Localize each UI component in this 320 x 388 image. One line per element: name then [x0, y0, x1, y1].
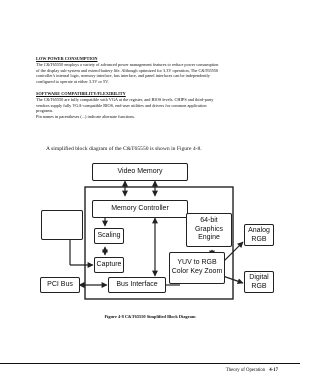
video-capture-port-box: [41, 210, 83, 240]
graphics-engine-box: [186, 213, 232, 247]
digital-rgb-box: [244, 271, 274, 293]
bus-interface-label: Bus Interface: [116, 281, 158, 288]
video-memory-box: [92, 163, 188, 181]
yuv-to-rgb-label: [170, 259, 224, 276]
pci-bus-label: PCI Bus: [47, 281, 73, 288]
paragraph-line: configured to operate at either 3.3V or 5V.: [36, 78, 109, 84]
capture-label: Capture: [96, 261, 122, 268]
analog-rgb-line: Analog: [248, 227, 270, 234]
capture-box: [94, 257, 124, 273]
bus-interface-box: [108, 277, 166, 293]
footer-page-number: 4-17: [269, 368, 278, 373]
analog-rgb-label: [245, 227, 273, 244]
analog-rgb-box: [244, 224, 274, 246]
page-footer: [226, 368, 278, 373]
scaling-label: Scaling: [97, 232, 121, 239]
paragraph-line: controller's internal logic, memory interface, bus interface, and panel interfaces can be independently: [36, 73, 210, 79]
graphics-engine-line: Graphics: [194, 225, 223, 233]
graphics-engine-label: [187, 217, 231, 243]
video-memory-label: Video Memory: [117, 168, 163, 175]
memory-controller-label: Memory Controller: [111, 205, 169, 212]
paragraph-line: The C&T65550 employs a variety of advanced power management features to reduce power consumption: [36, 62, 219, 67]
scaling-box: [94, 228, 124, 244]
graphics-engine-line: Engine: [198, 234, 220, 242]
analog-rgb-line: RGB: [251, 235, 267, 243]
footer-section: Theory of Operation: [225, 368, 266, 373]
paragraph-line: The C&T65550 are fully compatible with VGA at the register, and BIOS levels. CHIPS and third-party: [36, 97, 214, 102]
paragraph-line: Pin names in parentheses (...) indicate alternate functions.: [36, 113, 136, 119]
pci-bus-box: [40, 277, 80, 293]
yuv-to-rgb-line: YUV to RGB: [177, 259, 217, 266]
diagram-intro-text: A simplified block diagram of the C&T65550 is shown in Figure 4-8.: [46, 146, 202, 152]
footer-rule: [0, 363, 300, 364]
graphics-engine-line: 64-bit: [200, 217, 218, 224]
figure-caption: Figure 4-8 C&T65550 Simplified Block Diagram: [104, 314, 196, 319]
yuv-to-rgb-box: [169, 252, 225, 284]
digital-rgb-line: RGB: [251, 282, 267, 290]
memory-controller-box: [92, 200, 188, 218]
digital-rgb-label: [245, 274, 273, 291]
digital-rgb-line: Digital: [249, 274, 269, 281]
paragraph-line: vendors supply fully VGA-compatible BIOS, end-user utilities and drivers for common application: [36, 102, 207, 108]
low-power-heading: LOW POWER CONSUMPTION: [36, 56, 98, 61]
paragraph-line: of the display sub-system and extend battery life. Although optimized for 3.3V operation, The C&T65550: [36, 67, 219, 73]
software-compat-heading: SOFTWARE COMPATIBILITY/FLEXIBILITY: [36, 91, 126, 96]
yuv-to-rgb-line: Color Key Zoom: [171, 267, 223, 275]
paragraph-line: programs.: [36, 108, 54, 114]
